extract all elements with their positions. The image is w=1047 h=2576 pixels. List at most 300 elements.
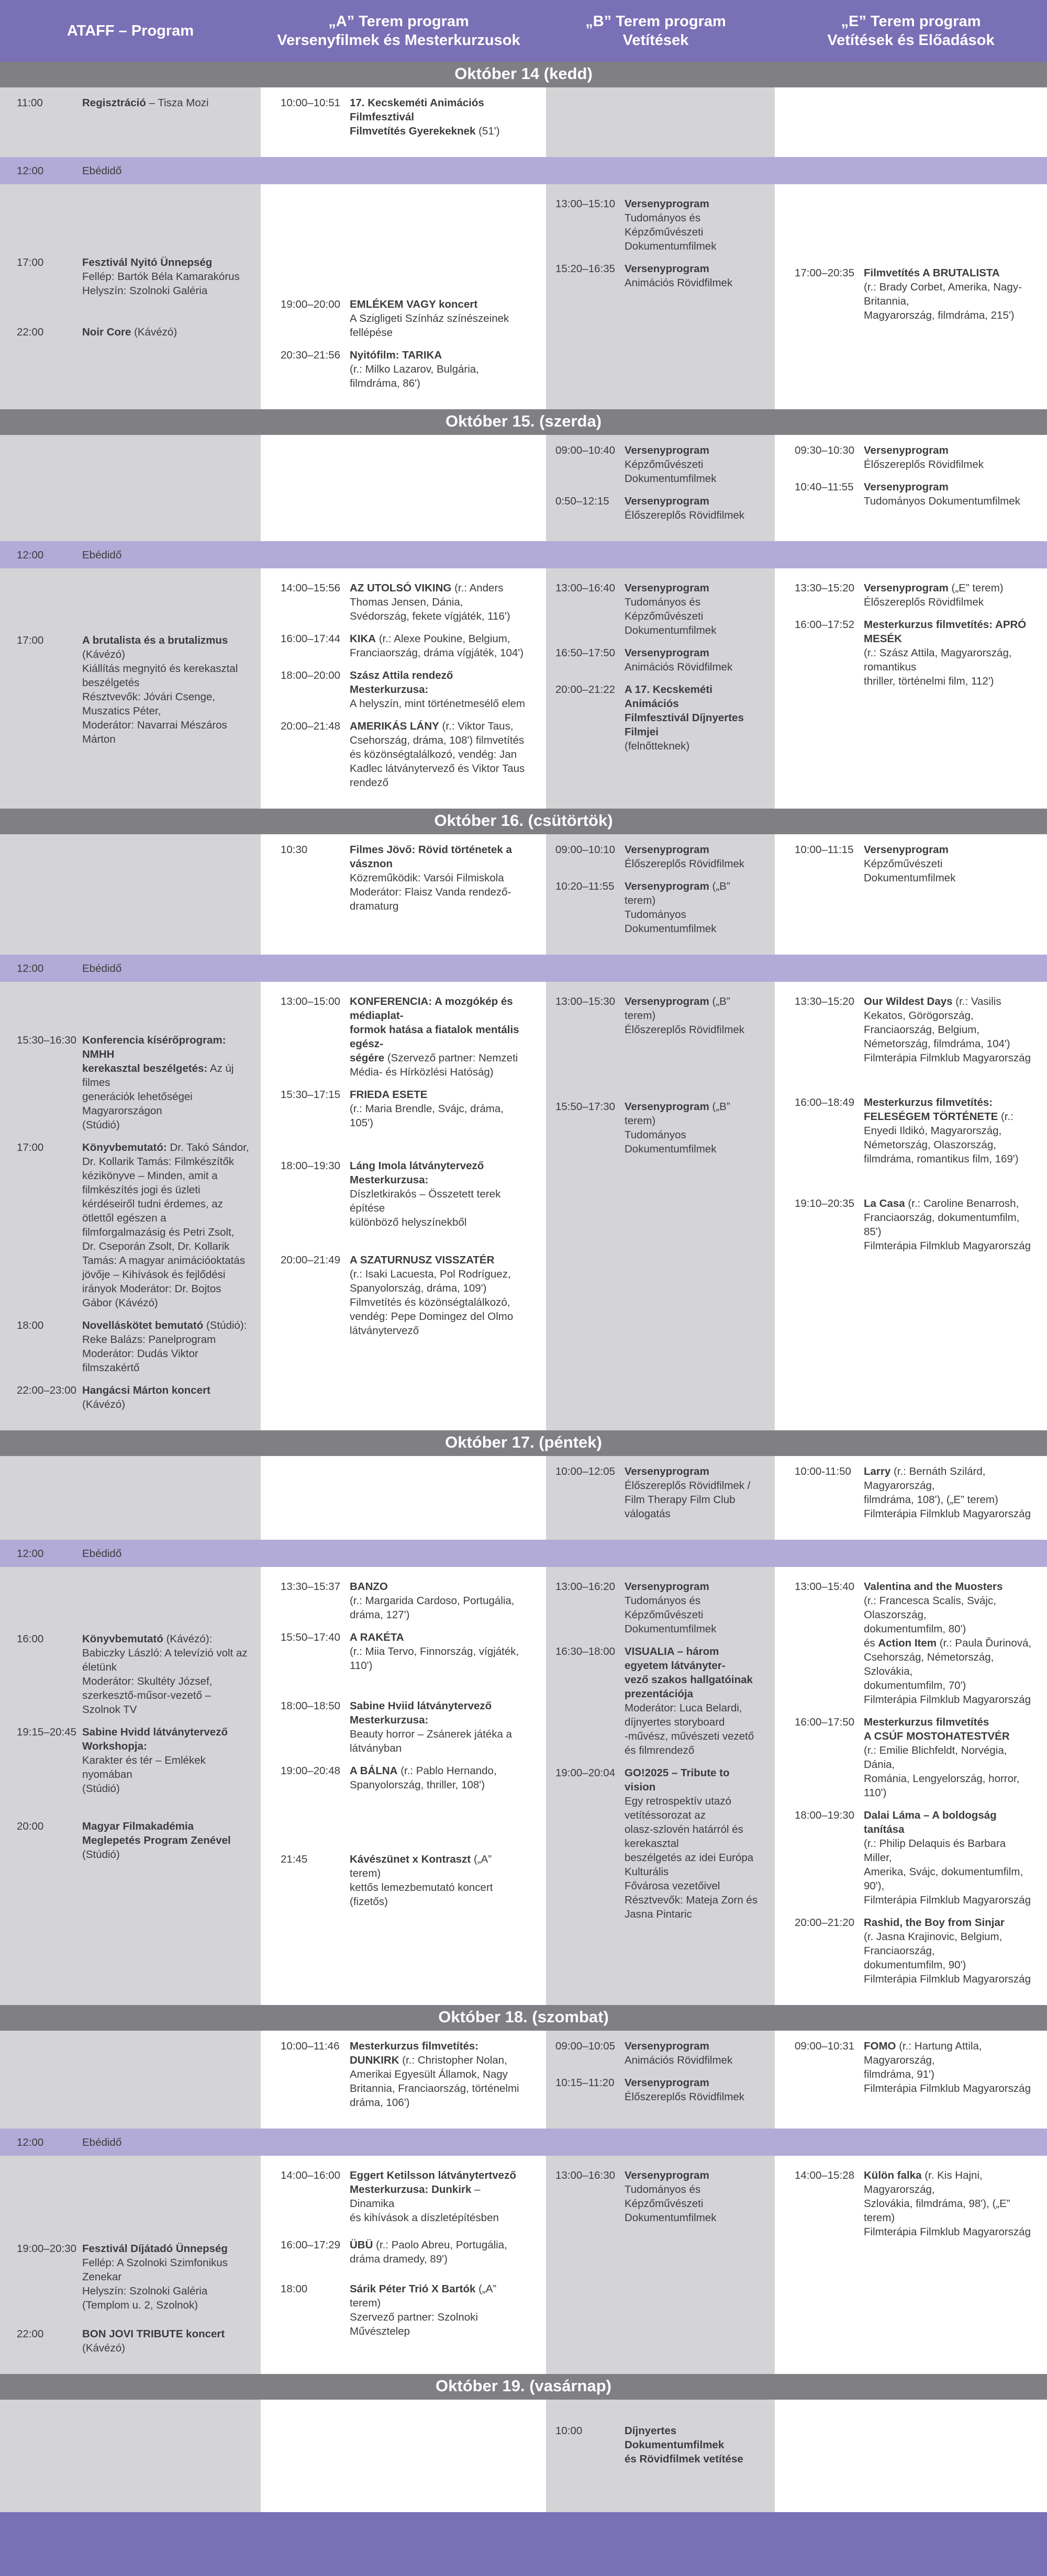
column-ataff xyxy=(0,982,261,1430)
event-detail-text: -művész, művészeti vezető és filmrendező xyxy=(625,1730,754,1756)
event-line xyxy=(350,1159,525,1187)
event-line xyxy=(864,618,1035,646)
event-line xyxy=(625,197,763,211)
schedule-event xyxy=(546,2424,771,2466)
header-title: „B” Terem program xyxy=(585,13,726,30)
event-detail-text: A helyszín, mint történetmesélő elem xyxy=(350,698,525,710)
event-line xyxy=(82,1833,249,1862)
event-time: 13:00–15:10 xyxy=(555,198,616,210)
event-time: 0:50–12:15 xyxy=(555,495,609,507)
day-header: Október 18. (szombat) xyxy=(0,2005,1047,2031)
schedule-event xyxy=(546,879,771,936)
column-e-terem xyxy=(775,2400,1047,2512)
column-ataff xyxy=(0,2400,261,2512)
event-line xyxy=(864,1743,1035,1772)
schedule-event xyxy=(271,1253,532,1338)
event-detail-text: Az új filmes xyxy=(82,1062,234,1089)
column-b-terem xyxy=(537,2031,775,2129)
header-col-a-terem xyxy=(261,8,537,54)
column-b-terem xyxy=(537,184,775,409)
event-detail-text: Babiczky László: A televízió volt az életünk xyxy=(82,1647,248,1673)
event-body xyxy=(350,632,532,660)
schedule-event xyxy=(271,719,532,790)
event-title-text: Mesterkurzus filmvetítés: APRÓ MESÉK xyxy=(864,619,1027,645)
event-line xyxy=(82,1646,249,1674)
column-e-terem xyxy=(775,87,1047,157)
event-detail-text: (r.: Margarida Cardoso, Portugália, dráma, 127') xyxy=(350,1595,515,1621)
event-line xyxy=(350,2310,525,2338)
schedule-event xyxy=(546,1766,771,1921)
event-body xyxy=(625,1464,771,1521)
event-title-text: EMLÉKEM VAGY koncert xyxy=(350,298,478,310)
day-segment xyxy=(0,2031,1047,2129)
event-time: 20:00–21:48 xyxy=(281,720,341,732)
event-title-text: Versenyprogram xyxy=(625,1581,709,1593)
event-time: 17:00 xyxy=(17,1141,44,1153)
event-line xyxy=(625,1023,763,1037)
event-time: 13:30–15:20 xyxy=(795,582,855,594)
event-line xyxy=(864,1650,1035,1678)
event-detail-text: (r.: Enyedi Ildikó, Magyarország, Németország, Olaszország, filmdráma, romantikus film, 169') xyxy=(864,1111,1019,1165)
column-ataff xyxy=(0,568,261,809)
event-detail-text: Film Therapy Film Club válogatás xyxy=(625,1494,736,1520)
event-title-text: A SZATURNUSZ VISSZATÉR xyxy=(350,1254,495,1266)
event-time: 11:00 xyxy=(17,97,43,109)
event-detail-text: („B” terem) xyxy=(625,1101,730,1127)
column-b-terem xyxy=(537,834,775,955)
column-a-terem xyxy=(261,982,537,1430)
event-line xyxy=(350,1102,525,1130)
event-line xyxy=(350,2238,525,2252)
schedule-event xyxy=(785,843,1043,885)
event-time: 16:00–17:50 xyxy=(795,1716,855,1728)
schedule-event xyxy=(785,1095,1043,1166)
event-line xyxy=(350,871,525,885)
column-a-terem xyxy=(261,1456,537,1540)
event-time: 16:00–18:49 xyxy=(795,1096,855,1108)
schedule-event xyxy=(271,1088,532,1130)
event-detail-text: olasz-szlovén határról és kerekasztal xyxy=(625,1823,743,1850)
schedule-event xyxy=(0,1318,257,1375)
schedule-event xyxy=(546,581,771,637)
event-detail-text: Képzőművészeti Dokumentumfilmek xyxy=(625,458,717,485)
event-time: 09:30–10:30 xyxy=(795,444,855,456)
event-body xyxy=(864,1464,1043,1521)
event-body xyxy=(82,2327,257,2355)
event-line xyxy=(864,646,1035,674)
header-title: „E” Terem program xyxy=(841,13,981,30)
event-detail-text: Képzőművészeti Dokumentumfilmek xyxy=(864,858,956,884)
schedule-event xyxy=(271,1852,532,1909)
event-line xyxy=(625,2168,763,2182)
event-detail-text: A Szigligeti Színház színészeinek fellépése xyxy=(350,312,509,339)
schedule-event xyxy=(271,581,532,623)
lunch-band xyxy=(0,541,1047,568)
event-time: 14:00–16:00 xyxy=(281,2169,341,2181)
event-body xyxy=(625,994,771,1037)
event-body xyxy=(625,1766,771,1921)
event-line xyxy=(625,2053,763,2067)
event-detail-text: Dokumentumfilmek xyxy=(625,624,717,636)
event-line xyxy=(625,660,763,674)
event-detail-text: Élőszereplős Rövidfilmek xyxy=(625,1024,745,1036)
event-line xyxy=(82,1725,249,1753)
event-time: 13:00–15:00 xyxy=(281,995,341,1007)
event-detail-text: (r.: Caroline Benarrosh, Franciaország, dokumentumfilm, 85') xyxy=(864,1197,1020,1238)
event-line xyxy=(350,348,525,362)
event-body xyxy=(625,843,771,871)
day-segment xyxy=(0,2400,1047,2512)
event-detail-text: (Kávézó) xyxy=(82,1398,126,1410)
event-line xyxy=(864,1051,1035,1065)
event-line xyxy=(82,1332,249,1347)
event-line xyxy=(350,311,525,340)
event-line xyxy=(625,2452,763,2466)
event-title-text: Sárik Péter Trió X Bartók xyxy=(350,2283,476,2295)
event-body xyxy=(625,197,771,253)
event-line xyxy=(350,1880,525,1909)
event-line xyxy=(864,1110,1035,1166)
event-title-text: Filmvetítés A BRUTALISTA xyxy=(864,267,1000,279)
event-time: 13:00–16:40 xyxy=(555,582,616,594)
event-line xyxy=(625,711,763,739)
event-line xyxy=(625,581,763,595)
day-header: Október 15. (szerda) xyxy=(0,409,1047,435)
schedule-event xyxy=(271,348,532,390)
event-body xyxy=(625,682,771,753)
event-detail-text: Szervező partner: Szolnoki Művésztelep xyxy=(350,2311,478,2337)
event-detail-text: dokumentumfilm, 80') xyxy=(864,1623,966,1635)
event-body xyxy=(350,668,532,711)
schedule-event xyxy=(546,443,771,486)
event-time: 20:00 xyxy=(17,1820,44,1832)
event-line xyxy=(82,2327,249,2355)
event-time: 10:20–11:55 xyxy=(555,880,615,892)
event-detail-text: Moderátor: Skultéty József, szerkesztő-műsor-vezető – Szolnok TV xyxy=(82,1675,213,1716)
event-line xyxy=(350,362,525,390)
event-detail-text: (r.: Vasilis Kekatos, Görögország, Franciaország, Belgium, Németország, filmdráma, 104') xyxy=(864,995,1010,1050)
event-detail-text: filmdráma, 91') xyxy=(864,2068,934,2080)
event-title-text: ÜBÜ xyxy=(350,2239,373,2251)
event-line xyxy=(864,280,1035,308)
event-detail-text: Tudományos és Képzőművészeti xyxy=(625,596,704,622)
event-line xyxy=(625,682,763,711)
event-line xyxy=(625,1851,763,1879)
event-line xyxy=(864,308,1035,322)
event-title-text: Eggert Ketilsson látványtertvező xyxy=(350,2169,516,2181)
event-title-text: DUNKIRK xyxy=(350,2054,399,2066)
event-detail-text: Filmterápia Filmklub Magyarország xyxy=(864,1052,1031,1064)
column-e-terem xyxy=(775,1456,1047,1540)
schedule-event xyxy=(0,1033,257,1132)
event-title-text: A 17. Kecskeméti Animációs xyxy=(625,684,712,710)
event-detail-text: („A” terem) xyxy=(350,2283,497,2309)
event-line xyxy=(625,1580,763,1594)
schedule-event xyxy=(0,96,257,110)
event-title-text: Díjnyertes Dokumentumfilmek xyxy=(625,2425,725,2451)
event-body xyxy=(350,297,532,340)
event-body xyxy=(864,1095,1043,1166)
event-detail-text: beszélgetés az idei Európa Kulturális xyxy=(625,1852,754,1878)
event-line xyxy=(350,1594,525,1622)
event-line xyxy=(625,494,763,508)
event-time: 22:00–23:00 xyxy=(17,1384,77,1396)
event-detail-text: dokumentumfilm, 90') xyxy=(864,1959,966,1971)
event-detail-text: (r.: Miia Tervo, Finnország, vígjáték, 110') xyxy=(350,1645,519,1672)
event-line xyxy=(82,1753,249,1782)
schedule-event xyxy=(271,2238,532,2266)
event-line xyxy=(864,1636,1035,1650)
event-time: 19:00–20:00 xyxy=(281,298,341,310)
event-detail-text: Résztvevők: Mateja Zorn és Jasna Pintaric xyxy=(625,1894,758,1920)
event-line xyxy=(350,96,525,124)
event-detail-text: (Templom u. 2, Szolnok) xyxy=(82,2299,198,2311)
event-line xyxy=(625,1893,763,1921)
event-detail-text: (r.: Viktor Taus, Csehország, dráma, 108') filmvetítés és közönségtalálkozó, vendég: Jan Kadlec látványtervező és Viktor Taus rendező xyxy=(350,720,525,789)
event-line xyxy=(864,1507,1035,1521)
event-line xyxy=(625,739,763,753)
event-detail-text: Filmterápia Filmklub Magyarország xyxy=(864,1973,1031,1985)
schedule-event xyxy=(785,443,1043,472)
event-line xyxy=(864,1239,1035,1253)
event-detail-text: Animációs Rövidfilmek xyxy=(625,277,733,289)
schedule-event xyxy=(271,843,532,913)
event-title-text: A BÁLNA xyxy=(350,1765,398,1777)
event-line xyxy=(350,2182,525,2211)
schedule-event xyxy=(0,1383,257,1412)
schedule-event xyxy=(546,1464,771,1521)
schedule-event xyxy=(546,1100,771,1156)
event-detail-text: Animációs Rövidfilmek xyxy=(625,661,733,673)
event-time: 20:00–21:49 xyxy=(281,1254,341,1266)
event-body xyxy=(82,255,257,298)
event-title-text: Action Item xyxy=(878,1637,937,1649)
event-line xyxy=(350,1253,525,1267)
event-detail-text: Moderátor: Dudás Viktor filmszakértő xyxy=(82,1348,198,1374)
schedule-event xyxy=(271,1764,532,1792)
event-line xyxy=(864,1930,1035,1958)
event-title-text: Fesztivál Díjátadó Ünnepség xyxy=(82,2243,228,2255)
event-title-text: Versenyprogram xyxy=(625,647,709,659)
lunch-label: Ebédidő xyxy=(82,548,122,561)
event-line xyxy=(864,443,1035,457)
schedule-event xyxy=(0,325,257,339)
event-line xyxy=(625,1766,763,1794)
event-title-text: Mesterkurzus filmvetítés xyxy=(864,1716,989,1728)
event-line xyxy=(350,1215,525,1229)
column-b-terem xyxy=(537,568,775,809)
event-line xyxy=(864,1729,1035,1743)
event-line xyxy=(350,1644,525,1673)
event-line xyxy=(625,239,763,253)
column-b-terem xyxy=(537,435,775,541)
event-line xyxy=(625,457,763,486)
event-time: 19:00–20:48 xyxy=(281,1765,341,1777)
event-body xyxy=(82,1033,257,1132)
event-line xyxy=(82,1090,249,1118)
lunch-time: 12:00 xyxy=(17,548,44,561)
event-detail-text: Moderátor: Luca Belardi, díjnyertes storyboard xyxy=(625,1702,742,1728)
event-time: 15:30–17:15 xyxy=(281,1089,341,1101)
event-detail-text: – Tisza Mozi xyxy=(149,97,209,109)
event-line xyxy=(864,2067,1035,2081)
schedule-event xyxy=(546,682,771,753)
event-detail-text: Amerika, Svájc, dokumentumfilm, 90'), xyxy=(864,1866,1023,1892)
schedule-event xyxy=(785,266,1043,322)
event-title-text: Sabine Hviid látványtervező Mesterkurzusa: xyxy=(350,1700,492,1726)
schedule-event xyxy=(0,1632,257,1717)
event-title-text: Meglepetés Program Zenével xyxy=(82,1834,231,1846)
event-detail-text: (r.: Bernáth Szilárd, Magyarország, xyxy=(864,1465,986,1492)
event-detail-text: Beauty horror – Zsánerek játéka a látványban xyxy=(350,1728,512,1754)
schedule-event xyxy=(271,297,532,340)
schedule-event xyxy=(785,480,1043,508)
event-title-text: Versenyprogram xyxy=(864,444,949,456)
event-line xyxy=(625,1128,763,1156)
event-detail-text: (r.: Hartung Attila, Magyarország, xyxy=(864,2040,982,2066)
event-title-text: KONFERENCIA: A mozgókép és médiaplat- xyxy=(350,995,513,1022)
event-title-text: Valentina and the Muosters xyxy=(864,1581,1003,1593)
lunch-band xyxy=(0,1540,1047,1567)
event-line xyxy=(625,1729,763,1757)
event-line xyxy=(625,2090,763,2104)
event-detail-text: Díszletkirakós – Összetett terek építése xyxy=(350,1188,501,1214)
event-line xyxy=(350,2168,525,2182)
event-title-text: A RAKÉTA xyxy=(350,1631,404,1643)
event-title-text: Versenyprogram xyxy=(625,198,709,210)
event-title-text: Mesterkurzusa: Dunkirk xyxy=(350,2183,472,2196)
event-body xyxy=(350,2238,532,2266)
event-detail-text: Dr. Takó Sándor, Dr. Kollarik Tamás: Filmkészítők kézikönyve – Minden, amit a filmkészítés jogi és üzleti kérdéseiről tudni érdemes, az ötlettől egészen a filmforgalmazásig és Petri Zsolt, Dr. Cseporán Zsolt, Dr. Kollarik Tamás: A magyar animációoktatás jövője – Kihívások és fejlődési irányok Moderátor: Dr. Bojtos Gábor (Kávézó) xyxy=(82,1141,249,1309)
column-b-terem xyxy=(537,87,775,157)
column-ataff xyxy=(0,834,261,955)
event-detail-text: (Stúdió): xyxy=(206,1319,247,1331)
day-segment xyxy=(0,1456,1047,1540)
event-line xyxy=(864,1972,1035,1986)
event-title-text: Regisztráció xyxy=(82,97,146,109)
event-detail-text: Tudományos Dokumentumfilmek xyxy=(625,1129,717,1155)
event-time: 17:00 xyxy=(17,256,44,268)
event-time: 09:00–10:05 xyxy=(555,2040,616,2052)
event-detail-text: (r.: Szász Attila, Magyarország, romantikus xyxy=(864,647,1012,673)
event-time: 13:00–16:30 xyxy=(555,2169,616,2181)
event-detail-text: („A” terem) xyxy=(350,1853,492,1879)
column-e-terem xyxy=(775,2031,1047,2129)
header-title: „A” Terem program xyxy=(328,13,469,30)
event-line xyxy=(82,1632,249,1646)
event-body xyxy=(350,1699,532,1755)
event-line xyxy=(350,1580,525,1594)
event-line xyxy=(864,1893,1035,1907)
event-line xyxy=(625,2076,763,2090)
event-title-text: A CSÚF MOSTOHATESTVÉR xyxy=(864,1730,1010,1742)
event-detail-text: (r.: Francesca Scalis, Svájc, Olaszország, xyxy=(864,1595,996,1621)
event-title-text: Versenyprogram xyxy=(864,844,949,856)
schedule-event xyxy=(546,1644,771,1757)
day-segment xyxy=(0,568,1047,809)
column-a-terem xyxy=(261,87,537,157)
schedule-event xyxy=(546,2168,771,2225)
column-a-terem xyxy=(261,2031,537,2129)
event-body xyxy=(625,1100,771,1156)
event-time: 18:00–19:30 xyxy=(795,1809,855,1821)
event-title-text: FRIEDA ESETE xyxy=(350,1089,428,1101)
event-line xyxy=(864,1715,1035,1729)
event-line xyxy=(625,276,763,290)
event-time: 10:00-11:50 xyxy=(795,1465,851,1477)
event-detail-text: Moderátor: Flaisz Vanda rendező-dramaturg xyxy=(350,886,511,912)
event-line xyxy=(625,1493,763,1521)
event-time: 13:00–15:40 xyxy=(795,1581,855,1593)
lunch-band xyxy=(0,955,1047,982)
column-a-terem xyxy=(261,568,537,809)
event-body xyxy=(864,618,1043,688)
schedule-event xyxy=(546,2076,771,2104)
event-title-text: Szász Attila rendező Mesterkurzusa: xyxy=(350,669,453,696)
event-title-text: VISUALIA – három egyetem látványter- xyxy=(625,1645,726,1672)
event-detail-text: Karakter és tér – Emlékek nyomában xyxy=(82,1754,206,1780)
event-title-text: Versenyprogram xyxy=(625,2169,709,2181)
event-time: 14:00–15:56 xyxy=(281,582,341,594)
event-body xyxy=(350,96,532,138)
event-body xyxy=(625,2168,771,2225)
event-line xyxy=(625,262,763,276)
event-body xyxy=(350,843,532,913)
event-title-text: Versenyprogram xyxy=(625,444,709,456)
event-time: 15:20–16:35 xyxy=(555,263,616,275)
event-body xyxy=(350,1630,532,1673)
event-title-text: Versenyprogram xyxy=(625,495,709,507)
event-body xyxy=(82,1383,257,1412)
column-e-terem xyxy=(775,834,1047,955)
schedule-event xyxy=(785,1808,1043,1907)
event-detail-text: Filmterápia Filmklub Magyarország xyxy=(864,2226,1031,2238)
column-ataff xyxy=(0,1456,261,1540)
event-time: 16:30–18:00 xyxy=(555,1645,616,1657)
schedule-event xyxy=(271,2039,532,2110)
column-ataff xyxy=(0,184,261,409)
event-body xyxy=(864,1715,1043,1800)
schedule-event xyxy=(271,994,532,1079)
event-detail-text: Animációs Rövidfilmek xyxy=(625,2054,733,2066)
event-body xyxy=(82,1318,257,1375)
event-line xyxy=(350,1727,525,1755)
event-line xyxy=(864,480,1035,494)
event-title-text: Külön falka xyxy=(864,2169,922,2181)
event-body xyxy=(82,1819,257,1862)
event-detail-text: Dokumentumfilmek xyxy=(625,1623,717,1635)
event-detail-text: (r.: Alexe Poukine, Belgium, Franciaország, dráma vígjáték, 104') xyxy=(350,633,524,659)
event-body xyxy=(864,443,1043,472)
lunch-time: 12:00 xyxy=(17,164,44,177)
event-detail-text: Élőszereplős Rövidfilmek xyxy=(625,858,745,870)
event-time: 14:00–15:28 xyxy=(795,2169,855,2181)
event-line xyxy=(864,1594,1035,1622)
event-time: 13:00–15:30 xyxy=(555,995,616,1007)
event-body xyxy=(625,494,771,522)
event-title-text: vező szakos hallgatóinak prezentációja xyxy=(625,1674,753,1700)
event-title-text: Novelláskötet bemutató xyxy=(82,1319,204,1331)
column-b-terem xyxy=(537,1567,775,2005)
event-detail-text: (Kávézó) xyxy=(82,648,126,660)
header-subtitle: Versenyfilmek és Mesterkurzusok xyxy=(277,32,520,49)
event-time: 16:50–17:50 xyxy=(555,647,616,659)
event-title-text: Noir Core xyxy=(82,326,131,338)
event-line xyxy=(82,270,249,284)
column-a-terem xyxy=(261,435,537,541)
event-line xyxy=(864,1196,1035,1239)
lunch-time: 12:00 xyxy=(17,962,44,975)
